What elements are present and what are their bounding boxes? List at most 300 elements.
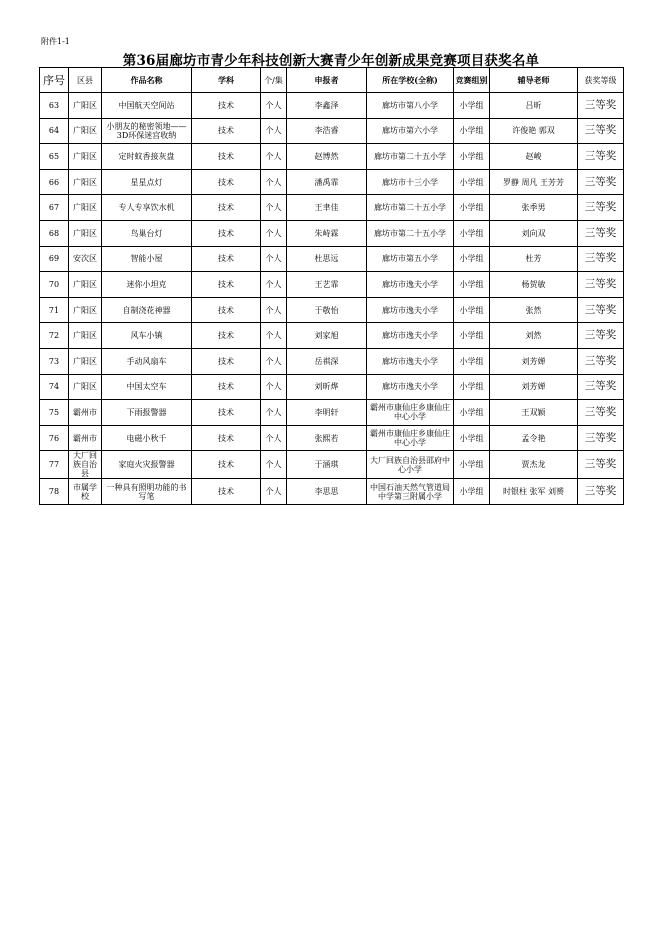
cell-district-text: 霸州市 bbox=[73, 407, 97, 417]
cell-type bbox=[261, 374, 287, 400]
cell-applicant-text: 张熙若 bbox=[314, 433, 339, 443]
cell-teacher-text: 张然 bbox=[525, 305, 542, 315]
cell-seq bbox=[40, 195, 69, 221]
table-row bbox=[40, 169, 624, 195]
cell-district-text: 广阳区 bbox=[73, 356, 97, 366]
cell-group bbox=[454, 118, 490, 144]
cell-award bbox=[578, 297, 624, 323]
cell-school-text: 廊坊市第二十五小学 bbox=[374, 228, 446, 238]
cell-subject-text: 技术 bbox=[218, 126, 234, 136]
cell-group-text: 小学组 bbox=[459, 228, 484, 238]
cell-applicant-text: 刘昕烨 bbox=[314, 382, 339, 392]
cell-subject bbox=[192, 297, 261, 323]
header-work-name: 作品名称 bbox=[102, 68, 192, 93]
cell-group bbox=[454, 479, 490, 505]
cell-group-text: 小学组 bbox=[459, 433, 484, 443]
cell-subject-text: 技术 bbox=[218, 407, 234, 417]
cell-teacher bbox=[490, 374, 578, 400]
cell-type bbox=[261, 220, 287, 246]
cell-subject bbox=[192, 400, 261, 426]
cell-school-text: 廊坊市逸夫小学 bbox=[382, 279, 438, 289]
table-row bbox=[40, 93, 624, 119]
cell-teacher bbox=[490, 195, 578, 221]
header-award: 获奖等级 bbox=[578, 68, 624, 93]
cell-seq-text: 65 bbox=[48, 151, 60, 161]
cell-group bbox=[454, 246, 490, 272]
cell-applicant-text: 李浩睿 bbox=[314, 126, 339, 136]
cell-school-text: 霸州市康仙庄乡康仙庄中心小学 bbox=[370, 403, 450, 422]
cell-applicant-text: 王聿佳 bbox=[314, 203, 339, 213]
cell-applicant bbox=[287, 348, 367, 374]
cell-seq-text: 73 bbox=[48, 356, 60, 366]
cell-district-text: 广阳区 bbox=[73, 279, 97, 289]
cell-group-text: 小学组 bbox=[459, 460, 484, 470]
cell-work-name-text: 自制浇花神器 bbox=[122, 305, 171, 315]
cell-district bbox=[69, 246, 102, 272]
cell-type-text: 个人 bbox=[265, 279, 282, 289]
cell-type bbox=[261, 118, 287, 144]
cell-school bbox=[367, 374, 454, 400]
cell-group-text: 小学组 bbox=[459, 279, 484, 289]
cell-work-name-text: 中国航天空间站 bbox=[118, 100, 175, 110]
cell-work-name bbox=[102, 220, 192, 246]
cell-subject-text: 技术 bbox=[218, 331, 234, 341]
table-row bbox=[40, 479, 624, 505]
cell-school bbox=[367, 297, 454, 323]
cell-teacher-text: 吕昕 bbox=[525, 100, 542, 110]
cell-school-text: 霸州市康仙庄乡康仙庄中心小学 bbox=[370, 429, 450, 448]
cell-type bbox=[261, 323, 287, 349]
cell-school bbox=[367, 272, 454, 298]
cell-subject bbox=[192, 144, 261, 170]
cell-award bbox=[578, 93, 624, 119]
cell-teacher bbox=[490, 272, 578, 298]
cell-subject bbox=[192, 451, 261, 479]
table-row bbox=[40, 297, 624, 323]
cell-district bbox=[69, 169, 102, 195]
cell-subject-text: 技术 bbox=[218, 460, 234, 470]
table-row bbox=[40, 220, 624, 246]
cell-applicant bbox=[287, 169, 367, 195]
cell-district-text: 广阳区 bbox=[73, 331, 97, 341]
cell-district bbox=[69, 297, 102, 323]
cell-applicant bbox=[287, 425, 367, 451]
cell-group-text: 小学组 bbox=[459, 151, 484, 161]
cell-applicant-text: 李思思 bbox=[314, 487, 339, 497]
cell-type-text: 个人 bbox=[265, 487, 282, 497]
cell-award bbox=[578, 479, 624, 505]
cell-seq bbox=[40, 348, 69, 374]
cell-group bbox=[454, 144, 490, 170]
table-row bbox=[40, 195, 624, 221]
cell-seq-text: 70 bbox=[48, 279, 60, 289]
cell-seq-text: 72 bbox=[48, 331, 60, 341]
cell-school bbox=[367, 323, 454, 349]
cell-award bbox=[578, 425, 624, 451]
cell-school bbox=[367, 451, 454, 479]
cell-award-text: 三等奖 bbox=[584, 303, 617, 316]
cell-type bbox=[261, 246, 287, 272]
cell-applicant-text: 李明轩 bbox=[314, 407, 339, 417]
cell-district-text: 广阳区 bbox=[73, 203, 97, 213]
cell-group-text: 小学组 bbox=[459, 356, 484, 366]
cell-type bbox=[261, 272, 287, 298]
cell-teacher bbox=[490, 425, 578, 451]
cell-group-text: 小学组 bbox=[459, 331, 484, 341]
cell-district bbox=[69, 400, 102, 426]
cell-applicant bbox=[287, 374, 367, 400]
cell-seq bbox=[40, 451, 69, 479]
cell-school bbox=[367, 400, 454, 426]
cell-award-text: 三等奖 bbox=[584, 431, 617, 444]
cell-type-text: 个人 bbox=[265, 151, 282, 161]
cell-seq bbox=[40, 374, 69, 400]
cell-school bbox=[367, 348, 454, 374]
cell-seq-text: 76 bbox=[48, 433, 60, 443]
cell-teacher-text: 杨贺敏 bbox=[521, 279, 546, 289]
cell-district bbox=[69, 425, 102, 451]
cell-applicant-text: 朱峙霖 bbox=[314, 228, 339, 238]
cell-district-text: 广阳区 bbox=[73, 305, 97, 315]
cell-school-text: 廊坊市逸夫小学 bbox=[382, 356, 438, 366]
cell-work-name-text: 中国太空车 bbox=[126, 382, 167, 392]
cell-type-text: 个人 bbox=[265, 228, 282, 238]
cell-applicant-text: 王艺霏 bbox=[314, 279, 339, 289]
cell-applicant bbox=[287, 195, 367, 221]
cell-teacher-text: 许俊艳 郭双 bbox=[512, 126, 555, 136]
cell-teacher-text: 张季男 bbox=[521, 203, 546, 213]
cell-work-name bbox=[102, 144, 192, 170]
cell-type-text: 个人 bbox=[265, 382, 282, 392]
cell-school-text: 廊坊市第二十五小学 bbox=[374, 151, 446, 161]
cell-subject-text: 技术 bbox=[218, 254, 234, 264]
cell-applicant bbox=[287, 323, 367, 349]
cell-applicant-text: 潘禹霏 bbox=[314, 177, 339, 187]
cell-work-name-text: 一种具有照明功能的书写笔 bbox=[106, 482, 187, 501]
cell-award-text: 三等奖 bbox=[584, 252, 617, 265]
cell-work-name-text: 星星点灯 bbox=[130, 177, 163, 187]
cell-type-text: 个人 bbox=[265, 203, 282, 213]
cell-seq-text: 67 bbox=[48, 203, 60, 213]
cell-teacher-text: 刘然 bbox=[525, 331, 542, 341]
cell-district bbox=[69, 195, 102, 221]
cell-district-text: 广阳区 bbox=[73, 177, 97, 187]
cell-type bbox=[261, 297, 287, 323]
cell-work-name-text: 专人专享饮水机 bbox=[118, 203, 175, 213]
table-row bbox=[40, 118, 624, 144]
cell-applicant bbox=[287, 246, 367, 272]
cell-type-text: 个人 bbox=[265, 407, 282, 417]
cell-district bbox=[69, 323, 102, 349]
cell-type bbox=[261, 169, 287, 195]
cell-seq bbox=[40, 425, 69, 451]
cell-seq bbox=[40, 479, 69, 505]
cell-seq bbox=[40, 297, 69, 323]
cell-award bbox=[578, 195, 624, 221]
cell-group bbox=[454, 323, 490, 349]
table-row bbox=[40, 246, 624, 272]
cell-group-text: 小学组 bbox=[459, 254, 484, 264]
cell-group bbox=[454, 220, 490, 246]
cell-type bbox=[261, 348, 287, 374]
cell-school-text: 大厂回族自治县邵府中心小学 bbox=[370, 455, 450, 474]
cell-group-text: 小学组 bbox=[459, 382, 484, 392]
cell-applicant bbox=[287, 400, 367, 426]
cell-seq bbox=[40, 93, 69, 119]
cell-subject bbox=[192, 348, 261, 374]
cell-work-name bbox=[102, 451, 192, 479]
cell-group bbox=[454, 297, 490, 323]
cell-district bbox=[69, 118, 102, 144]
cell-school-text: 廊坊市逸夫小学 bbox=[382, 331, 438, 341]
cell-award bbox=[578, 348, 624, 374]
cell-teacher-text: 赵峻 bbox=[525, 151, 542, 161]
cell-subject-text: 技术 bbox=[218, 203, 234, 213]
attachment-label: 附件1-1 bbox=[41, 37, 70, 46]
header-group: 竞赛组别 bbox=[454, 68, 490, 93]
cell-group-text: 小学组 bbox=[459, 100, 484, 110]
cell-teacher-text: 刘向双 bbox=[521, 228, 546, 238]
cell-work-name bbox=[102, 400, 192, 426]
cell-district bbox=[69, 220, 102, 246]
cell-district-text: 市属学校 bbox=[73, 482, 97, 501]
cell-district bbox=[69, 348, 102, 374]
cell-award-text: 三等奖 bbox=[584, 124, 617, 137]
cell-district-text: 广阳区 bbox=[73, 382, 97, 392]
cell-subject bbox=[192, 425, 261, 451]
cell-applicant bbox=[287, 479, 367, 505]
cell-seq bbox=[40, 272, 69, 298]
cell-award bbox=[578, 118, 624, 144]
cell-award-text: 三等奖 bbox=[584, 329, 617, 342]
cell-award-text: 三等奖 bbox=[584, 485, 617, 498]
cell-seq-text: 69 bbox=[48, 254, 60, 264]
cell-type-text: 个人 bbox=[265, 356, 282, 366]
header-district: 区县 bbox=[69, 68, 102, 93]
cell-seq-text: 75 bbox=[48, 407, 60, 417]
cell-subject bbox=[192, 479, 261, 505]
cell-type-text: 个人 bbox=[265, 100, 282, 110]
cell-work-name bbox=[102, 374, 192, 400]
page-title: 第36届廊坊市青少年科技创新大赛青少年创新成果竞赛项目获奖名单 bbox=[122, 53, 540, 69]
cell-teacher-text: 贾杰龙 bbox=[521, 460, 546, 470]
cell-school bbox=[367, 220, 454, 246]
cell-award-text: 三等奖 bbox=[584, 277, 617, 290]
cell-seq bbox=[40, 169, 69, 195]
cell-subject-text: 技术 bbox=[218, 433, 234, 443]
cell-work-name bbox=[102, 169, 192, 195]
cell-district-text: 广阳区 bbox=[73, 100, 97, 110]
cell-group-text: 小学组 bbox=[459, 203, 484, 213]
cell-award-text: 三等奖 bbox=[584, 458, 617, 471]
cell-school-text: 廊坊市逸夫小学 bbox=[382, 305, 438, 315]
cell-applicant-text: 杜思远 bbox=[314, 254, 339, 264]
header-applicant: 申报者 bbox=[287, 68, 367, 93]
cell-type-text: 个人 bbox=[265, 433, 282, 443]
cell-type bbox=[261, 400, 287, 426]
cell-type-text: 个人 bbox=[265, 254, 282, 264]
cell-school-text: 中国石油天然气管道局中学第三附属小学 bbox=[370, 482, 450, 501]
cell-group-text: 小学组 bbox=[459, 487, 484, 497]
cell-group bbox=[454, 451, 490, 479]
cell-award-text: 三等奖 bbox=[584, 201, 617, 214]
cell-work-name-text: 下雨报警器 bbox=[126, 407, 167, 417]
cell-work-name-text: 定时蚊香接灰盘 bbox=[118, 151, 175, 161]
cell-type bbox=[261, 479, 287, 505]
cell-work-name bbox=[102, 479, 192, 505]
cell-type bbox=[261, 144, 287, 170]
cell-group bbox=[454, 272, 490, 298]
cell-subject bbox=[192, 323, 261, 349]
cell-seq-text: 78 bbox=[48, 487, 60, 497]
cell-award-text: 三等奖 bbox=[584, 175, 617, 188]
cell-group-text: 小学组 bbox=[459, 177, 484, 187]
cell-group-text: 小学组 bbox=[459, 305, 484, 315]
cell-school bbox=[367, 195, 454, 221]
cell-seq-text: 63 bbox=[48, 100, 60, 110]
cell-subject-text: 技术 bbox=[218, 228, 234, 238]
cell-award-text: 三等奖 bbox=[584, 380, 617, 393]
cell-subject bbox=[192, 93, 261, 119]
cell-seq-text: 66 bbox=[48, 177, 60, 187]
cell-seq-text: 74 bbox=[48, 382, 60, 392]
cell-work-name bbox=[102, 246, 192, 272]
cell-applicant bbox=[287, 93, 367, 119]
cell-work-name-text: 迷你小坦克 bbox=[126, 279, 167, 289]
cell-seq-text: 71 bbox=[48, 305, 60, 315]
cell-group bbox=[454, 348, 490, 374]
cell-district-text: 广阳区 bbox=[73, 228, 97, 238]
cell-group bbox=[454, 400, 490, 426]
cell-applicant bbox=[287, 272, 367, 298]
header-type: 个/集 bbox=[261, 68, 287, 93]
cell-work-name bbox=[102, 272, 192, 298]
cell-award-text: 三等奖 bbox=[584, 405, 617, 418]
cell-group bbox=[454, 374, 490, 400]
cell-district bbox=[69, 374, 102, 400]
cell-award bbox=[578, 272, 624, 298]
cell-applicant-text: 赵博然 bbox=[314, 151, 339, 161]
cell-school bbox=[367, 144, 454, 170]
cell-work-name bbox=[102, 118, 192, 144]
cell-work-name bbox=[102, 323, 192, 349]
cell-applicant bbox=[287, 144, 367, 170]
cell-group bbox=[454, 93, 490, 119]
cell-teacher bbox=[490, 451, 578, 479]
cell-school-text: 廊坊市第二十五小学 bbox=[374, 203, 446, 213]
cell-work-name-text: 鸟巢台灯 bbox=[130, 228, 163, 238]
cell-school-text: 廊坊市逸夫小学 bbox=[382, 382, 438, 392]
header-teacher: 辅导老师 bbox=[490, 68, 578, 93]
cell-applicant bbox=[287, 451, 367, 479]
cell-group bbox=[454, 425, 490, 451]
cell-work-name-text: 电磁小秋千 bbox=[126, 433, 167, 443]
cell-seq bbox=[40, 246, 69, 272]
cell-teacher bbox=[490, 323, 578, 349]
cell-work-name-text: 风车小镇 bbox=[130, 331, 163, 341]
cell-group bbox=[454, 195, 490, 221]
cell-teacher-text: 杜芳 bbox=[525, 254, 542, 264]
cell-award bbox=[578, 374, 624, 400]
cell-subject bbox=[192, 374, 261, 400]
cell-applicant-text: 于涵琪 bbox=[314, 460, 339, 470]
cell-seq bbox=[40, 118, 69, 144]
cell-district-text: 大厂回族自治县 bbox=[73, 451, 97, 479]
cell-work-name-text: 智能小屋 bbox=[130, 254, 163, 264]
cell-seq bbox=[40, 220, 69, 246]
cell-subject-text: 技术 bbox=[218, 151, 234, 161]
cell-district bbox=[69, 479, 102, 505]
cell-teacher-text: 刘芳婵 bbox=[521, 356, 546, 366]
cell-award bbox=[578, 451, 624, 479]
cell-type bbox=[261, 195, 287, 221]
cell-district-text: 安次区 bbox=[73, 254, 97, 264]
cell-district-text: 广阳区 bbox=[73, 126, 97, 136]
cell-award bbox=[578, 220, 624, 246]
cell-seq-text: 68 bbox=[48, 228, 60, 238]
cell-applicant bbox=[287, 220, 367, 246]
cell-teacher-text: 罗静 周凡 王芳芳 bbox=[502, 177, 565, 187]
cell-seq bbox=[40, 323, 69, 349]
cell-school bbox=[367, 93, 454, 119]
cell-school bbox=[367, 118, 454, 144]
cell-subject bbox=[192, 272, 261, 298]
cell-district-text: 广阳区 bbox=[73, 151, 97, 161]
cell-work-name bbox=[102, 297, 192, 323]
cell-subject-text: 技术 bbox=[218, 356, 234, 366]
cell-type-text: 个人 bbox=[265, 460, 282, 470]
cell-award-text: 三等奖 bbox=[584, 98, 617, 111]
cell-teacher bbox=[490, 118, 578, 144]
cell-teacher bbox=[490, 220, 578, 246]
cell-school bbox=[367, 169, 454, 195]
cell-type-text: 个人 bbox=[265, 177, 282, 187]
cell-type-text: 个人 bbox=[265, 331, 282, 341]
cell-district-text: 霸州市 bbox=[73, 433, 97, 443]
cell-applicant bbox=[287, 118, 367, 144]
cell-district bbox=[69, 93, 102, 119]
cell-work-name-text: 小朋友的秘密领地——3D环保迷宫收纳 bbox=[106, 121, 187, 140]
cell-award bbox=[578, 169, 624, 195]
cell-teacher bbox=[490, 400, 578, 426]
cell-work-name bbox=[102, 93, 192, 119]
cell-teacher-text: 时银柱 张军 刘赟 bbox=[502, 487, 565, 497]
cell-teacher-text: 刘芳婵 bbox=[521, 382, 546, 392]
cell-teacher bbox=[490, 246, 578, 272]
cell-school-text: 廊坊市十三小学 bbox=[382, 177, 438, 187]
cell-applicant-text: 岳祺深 bbox=[314, 356, 339, 366]
cell-teacher bbox=[490, 479, 578, 505]
cell-work-name bbox=[102, 195, 192, 221]
table-row bbox=[40, 348, 624, 374]
cell-type-text: 个人 bbox=[265, 126, 282, 136]
cell-type bbox=[261, 451, 287, 479]
header-seq: 序号 bbox=[40, 68, 69, 93]
cell-work-name-text: 家庭火灾报警器 bbox=[118, 460, 175, 470]
cell-subject-text: 技术 bbox=[218, 177, 234, 187]
cell-subject bbox=[192, 195, 261, 221]
cell-seq bbox=[40, 400, 69, 426]
cell-subject-text: 技术 bbox=[218, 279, 234, 289]
cell-subject bbox=[192, 220, 261, 246]
cell-teacher bbox=[490, 297, 578, 323]
cell-subject bbox=[192, 246, 261, 272]
cell-seq bbox=[40, 144, 69, 170]
cell-teacher bbox=[490, 93, 578, 119]
cell-school bbox=[367, 246, 454, 272]
table-row bbox=[40, 323, 624, 349]
cell-subject-text: 技术 bbox=[218, 100, 234, 110]
